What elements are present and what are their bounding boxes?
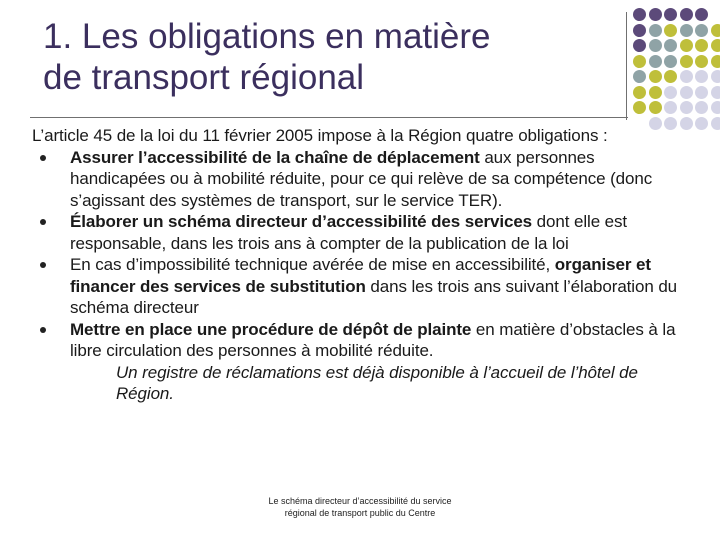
- slide-body: [32, 125, 682, 405]
- decorative-dot: [649, 55, 662, 68]
- decorative-dot: [649, 70, 662, 83]
- vertical-divider: [626, 12, 627, 120]
- decorative-dot: [711, 70, 720, 83]
- obligation-2-text: dont elle est responsable, dans les trois ans à compter de la publication de la loi: [70, 212, 628, 253]
- decorative-dot: [664, 39, 677, 52]
- decorative-dot: [633, 86, 646, 99]
- decorative-dot: [711, 117, 720, 130]
- obligation-4-text: en matière d’obstacles à la libre circulation des personnes à mobilité réduite.: [70, 319, 676, 360]
- decorative-dot: [633, 24, 646, 37]
- decorative-dot: [695, 70, 708, 83]
- obligation-3-bold: organiser et financer des services de substitution: [70, 255, 651, 296]
- decorative-dot: [695, 55, 708, 68]
- decorative-dot: [680, 8, 693, 21]
- decorative-dot: [664, 24, 677, 37]
- decorative-dot: [695, 24, 708, 37]
- decorative-dot: [680, 101, 693, 114]
- obligation-4-bold: Mettre en place une procédure de dépôt de plainte: [70, 319, 472, 339]
- decorative-dot: [711, 86, 720, 99]
- decorative-dot: [695, 117, 708, 130]
- decorative-dot: [664, 8, 677, 21]
- obligation-1-bold: Assurer l’accessibilité de la chaîne de déplacement: [70, 147, 480, 167]
- decorative-dot: [680, 55, 693, 68]
- title-line-1: 1. Les obligations en matière: [43, 17, 491, 56]
- bullet-icon: [40, 262, 46, 268]
- footer-line-1: Le schéma directeur d’accessibilité du service: [268, 496, 452, 506]
- decorative-dot: [711, 24, 720, 37]
- decorative-dot: [664, 70, 677, 83]
- title-line-2: de transport régional: [43, 58, 365, 97]
- decorative-dot: [680, 70, 693, 83]
- decorative-dot: [680, 86, 693, 99]
- obligation-1-text: aux personnes handicapées ou à mobilité réduite, pour ce qui relève de sa compétence (donc s’agissant des systèmes de transport, sur le service TER).: [70, 147, 653, 210]
- obligation-2-bold: Élaborer un schéma directeur d’accessibilité des services: [70, 212, 533, 231]
- registry-note: Un registre de réclamations est déjà disponible à l’accueil de l’hôtel de Région.: [116, 362, 638, 403]
- bullet-icon: [40, 219, 46, 225]
- decorative-dot: [649, 24, 662, 37]
- decorative-dot: [649, 86, 662, 99]
- decorative-dot: [664, 86, 677, 99]
- decorative-dot: [664, 101, 677, 114]
- decorative-dot: [711, 39, 720, 52]
- slide-title: [43, 16, 603, 98]
- decorative-dot: [649, 39, 662, 52]
- decorative-dot: [633, 70, 646, 83]
- intro-paragraph: L’article 45 de la loi du 11 février 2005 impose à la Région quatre obligations :: [32, 126, 608, 145]
- decorative-dot: [695, 86, 708, 99]
- decorative-dot-grid: [633, 8, 720, 128]
- footer-line-2: régional de transport public du Centre: [284, 508, 436, 518]
- obligation-item-2: [32, 211, 682, 254]
- decorative-dot: [633, 101, 646, 114]
- obligation-3-text-end: dans les trois ans suivant l’élaboration du schéma directeur: [70, 276, 678, 317]
- decorative-dot: [695, 39, 708, 52]
- decorative-dot: [633, 39, 646, 52]
- decorative-dot: [633, 55, 646, 68]
- decorative-dot: [711, 55, 720, 68]
- decorative-dot: [680, 24, 693, 37]
- decorative-dot: [695, 8, 708, 21]
- obligation-item-1: [32, 147, 682, 212]
- bullet-icon: [40, 155, 46, 161]
- decorative-dot: [633, 8, 646, 21]
- decorative-dot: [711, 101, 720, 114]
- decorative-dot: [695, 101, 708, 114]
- bullet-icon: [40, 327, 46, 333]
- obligation-3-text: En cas d’impossibilité technique avérée de mise en accessibilité,: [70, 255, 555, 274]
- slide-footer: [245, 495, 475, 519]
- decorative-dot: [649, 101, 662, 114]
- obligation-item-4: [32, 319, 682, 362]
- decorative-dot: [649, 8, 662, 21]
- obligation-item-3: [32, 254, 682, 319]
- horizontal-divider: [30, 117, 628, 118]
- obligations-list: [32, 147, 682, 362]
- decorative-dot: [680, 39, 693, 52]
- decorative-dot: [664, 55, 677, 68]
